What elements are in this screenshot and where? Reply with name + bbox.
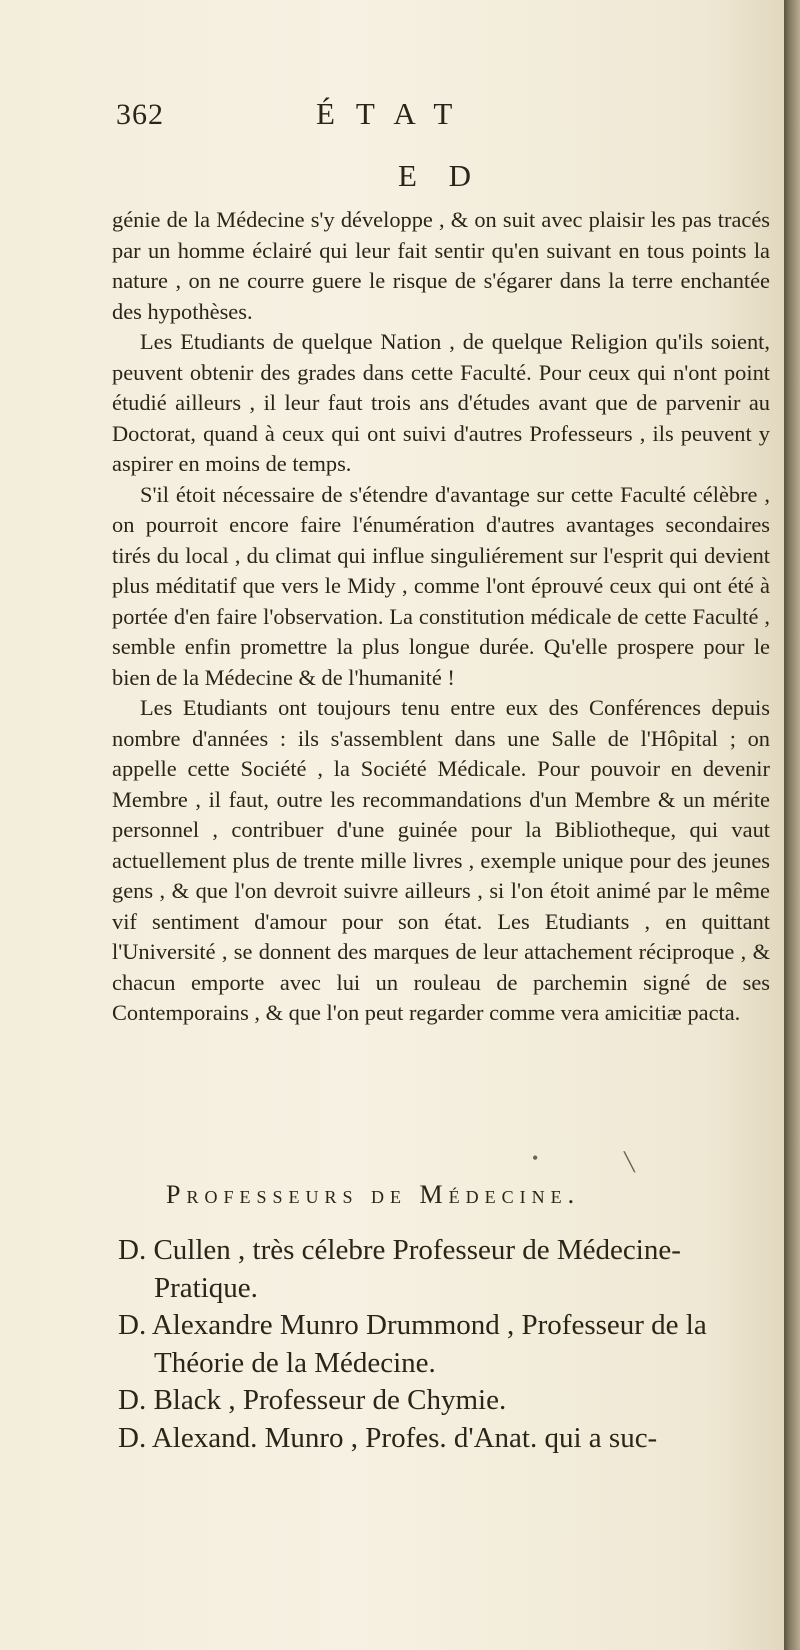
faculty-entry: D. Black , Professeur de Chymie. [118,1384,507,1416]
body-text [112,205,770,1029]
paragraph: Les Etudiants de quelque Nation , de quelque Religion qu'ils soient, peuvent obtenir des grades dans cette Faculté. Pour ceux qui n'ont point étudié ailleurs , il leur faut trois ans d'études avant que de parvenir au Doctorat, quand à ceux qui ont suivi d'autres Professeurs , ils peuvent y aspirer en moins de temps. [112,329,770,476]
page-number: 362 [116,98,164,131]
faculty-entry: D. Cullen , très célebre Professeur de Médecine-Pratique. [118,1234,681,1304]
section-heading: Professeurs de Médecine. [166,1180,581,1209]
ornament-mark: • [532,1148,539,1168]
running-title: ÉTAT [316,96,474,131]
faculty-list [118,1232,778,1457]
faculty-entry: D. Alexandre Munro Drummond , Professeur de la Théorie de la Médecine. [118,1309,707,1379]
paragraph: génie de la Médecine s'y développe , & on suit avec plaisir les pas tracés par un homme éclairé qui leur fait sentir qu'en suivant en tous points la nature , on ne courre guere le risque de s'égarer dans la terre enchantée des hypothèses. [112,207,770,324]
running-head [116,92,556,140]
faculty-entry: D. Alexand. Munro , Profes. d'Anat. qui a suc- [118,1421,658,1454]
ink-stroke-mark: ╲ [624,1152,635,1172]
running-subtitle: E D [398,158,484,193]
paragraph: S'il étoit nécessaire de s'étendre d'avantage sur cette Faculté célèbre , on pourroit encore faire l'énumération d'autres avantages secondaires tirés du local , du climat qui influe singuliérement sur l'esprit qui devient plus méditatif que vers le Midy , comme l'ont éprouvé ceux qui ont été à portée d'en faire l'observation. La constitution médicale de cette Faculté , semble enfin promettre la plus longue durée. Qu'elle prospere pour le bien de la Médecine & de l'humanité ! [112,481,770,690]
page-edge-shadow [784,0,800,1650]
paragraph: Les Etudiants ont toujours tenu entre eux des Conférences depuis nombre d'années : ils s'assemblent dans une Salle de l'Hôpital ; on appelle cette Société , la Société Médicale. Pour pouvoir en devenir Membre , il faut, outre les recommandations d'un Membre & un mérite personnel , contribuer d'une guinée pour la Bibliotheque, qui vaut actuellement plus de trente mille livres , exemple unique pour des jeunes gens , & que l'on devroit suivre ailleurs , si l'on étoit animé par le même vif sentiment d'amour pour son état. Les Etudiants , en quittant l'Université , se donnent des marques de leur attachement réciproque , & chacun emporte avec lui un rouleau de parchemin signé de ses Contemporains , & que l'on peut regarder comme vera amicitiæ pacta. [112,695,770,1025]
